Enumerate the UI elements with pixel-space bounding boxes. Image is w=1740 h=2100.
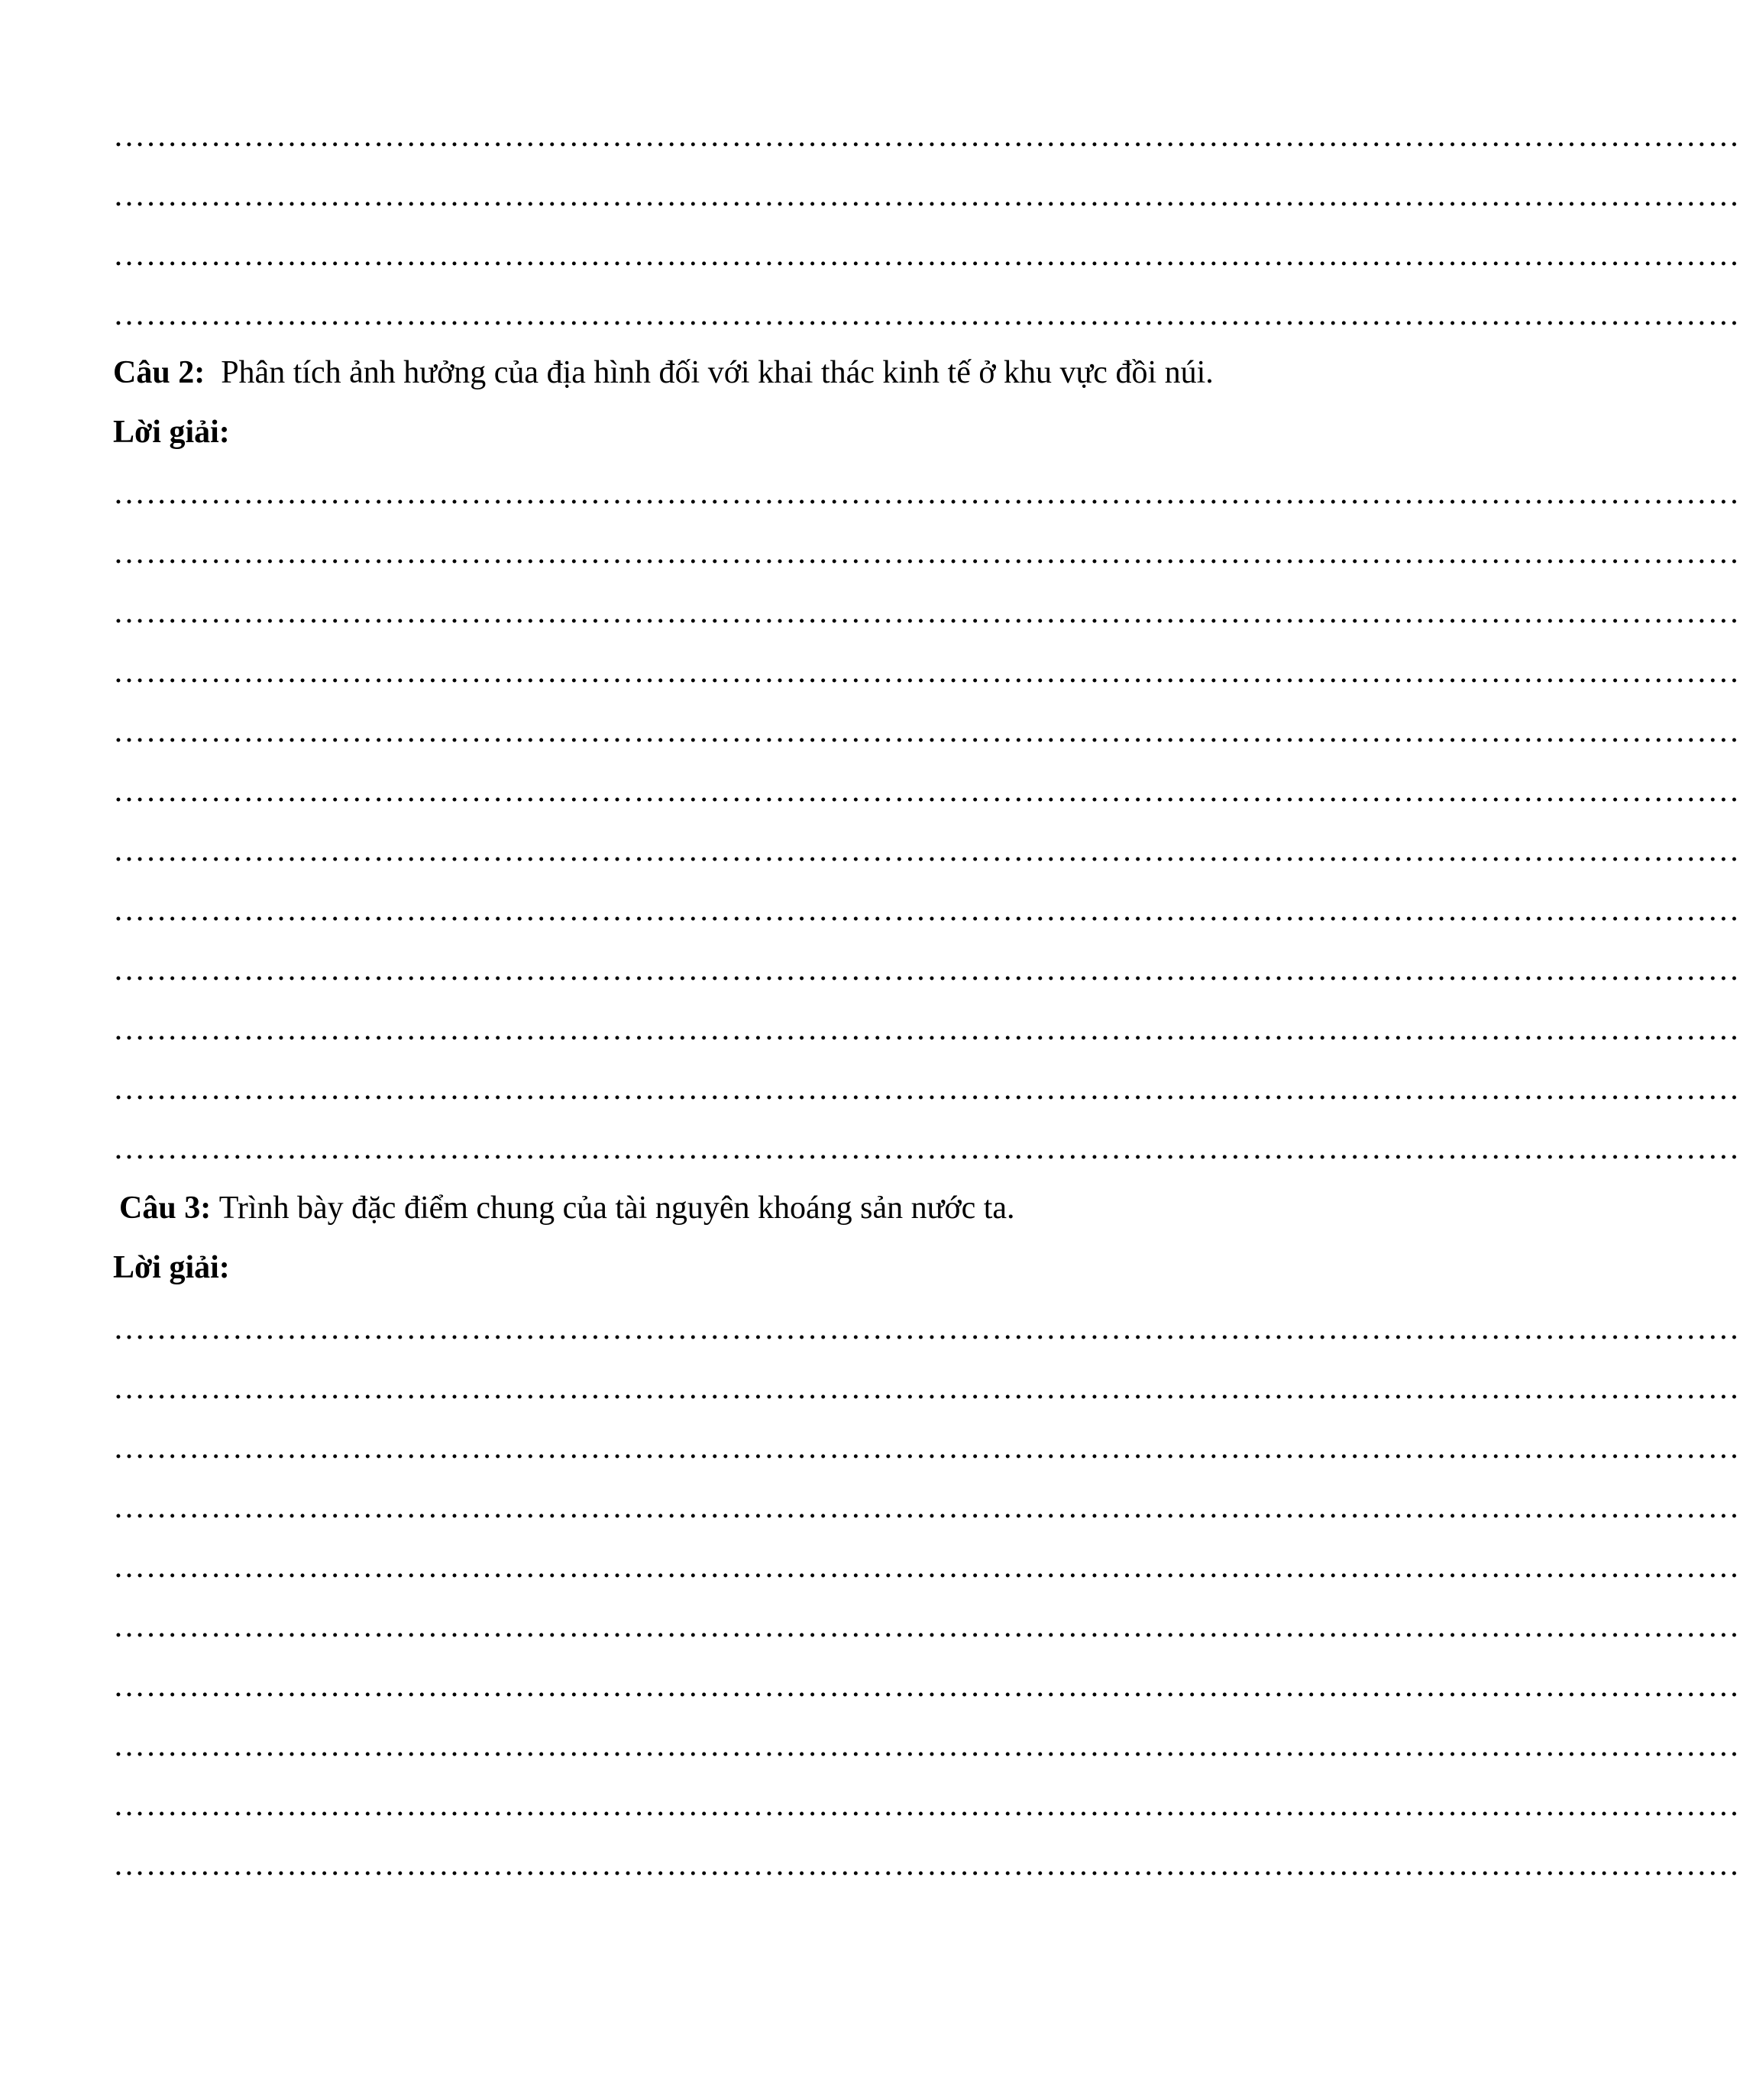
- answer-line: ……………………………………………………………………………………………………………………………………: [113, 1371, 1740, 1406]
- answer-line: ……………………………………………………………………………………………………………………………………: [113, 1131, 1740, 1166]
- answer-line: ……………………………………………………………………………………………………………………………………: [113, 178, 1740, 213]
- question-3-label: Câu 3:: [119, 1191, 212, 1226]
- answer-line: ……………………………………………………………………………………………………………………………………: [113, 535, 1740, 570]
- answer-line: ……………………………………………………………………………………………………………………………………: [113, 714, 1740, 749]
- answer-line: ……………………………………………………………………………………………………………………………………: [113, 1788, 1740, 1823]
- answer-line: ……………………………………………………………………………………………………………………………………: [113, 1669, 1740, 1704]
- question-2-text: Phân tích ảnh hưởng của địa hình đối với khai thác kinh tế ở khu vực đồi núi.: [221, 355, 1214, 390]
- answer-line: ……………………………………………………………………………………………………………………………………: [113, 1490, 1740, 1525]
- answer-line: ……………………………………………………………………………………………………………………………………: [113, 476, 1740, 511]
- answer-line: ……………………………………………………………………………………………………………………………………: [113, 833, 1740, 868]
- question-3-text: Trình bày đặc điểm chung của tài nguyên khoáng sản nước ta.: [218, 1191, 1015, 1226]
- answer-line: ……………………………………………………………………………………………………………………………………: [113, 1549, 1740, 1585]
- answer-label-3: Lời giải:: [113, 1250, 230, 1285]
- answer-line: ……………………………………………………………………………………………………………………………………: [113, 654, 1740, 690]
- answer-line: ……………………………………………………………………………………………………………………………………: [113, 774, 1740, 809]
- answer-line: ……………………………………………………………………………………………………………………………………: [113, 893, 1740, 928]
- question-3: [119, 1185, 1015, 1231]
- answer-line: ……………………………………………………………………………………………………………………………………: [113, 237, 1740, 273]
- answer-line: ……………………………………………………………………………………………………………………………………: [113, 1012, 1740, 1047]
- question-2: [113, 350, 1214, 396]
- answer-line: ……………………………………………………………………………………………………………………………………: [113, 1430, 1740, 1465]
- answer-line: ……………………………………………………………………………………………………………………………………: [113, 1847, 1740, 1882]
- answer-line: ……………………………………………………………………………………………………………………………………: [113, 1728, 1740, 1763]
- answer-line: ……………………………………………………………………………………………………………………………………: [113, 118, 1740, 153]
- question-2-label: Câu 2:: [113, 355, 205, 390]
- answer-line: ……………………………………………………………………………………………………………………………………: [113, 1311, 1740, 1346]
- answer-line: ……………………………………………………………………………………………………………………………………: [113, 952, 1740, 987]
- answer-label-2: Lời giải:: [113, 415, 230, 450]
- answer-line: ……………………………………………………………………………………………………………………………………: [113, 1071, 1740, 1107]
- answer-line: ……………………………………………………………………………………………………………………………………: [113, 595, 1740, 630]
- answer-line: ……………………………………………………………………………………………………………………………………: [113, 297, 1740, 332]
- answer-line: ……………………………………………………………………………………………………………………………………: [113, 1609, 1740, 1644]
